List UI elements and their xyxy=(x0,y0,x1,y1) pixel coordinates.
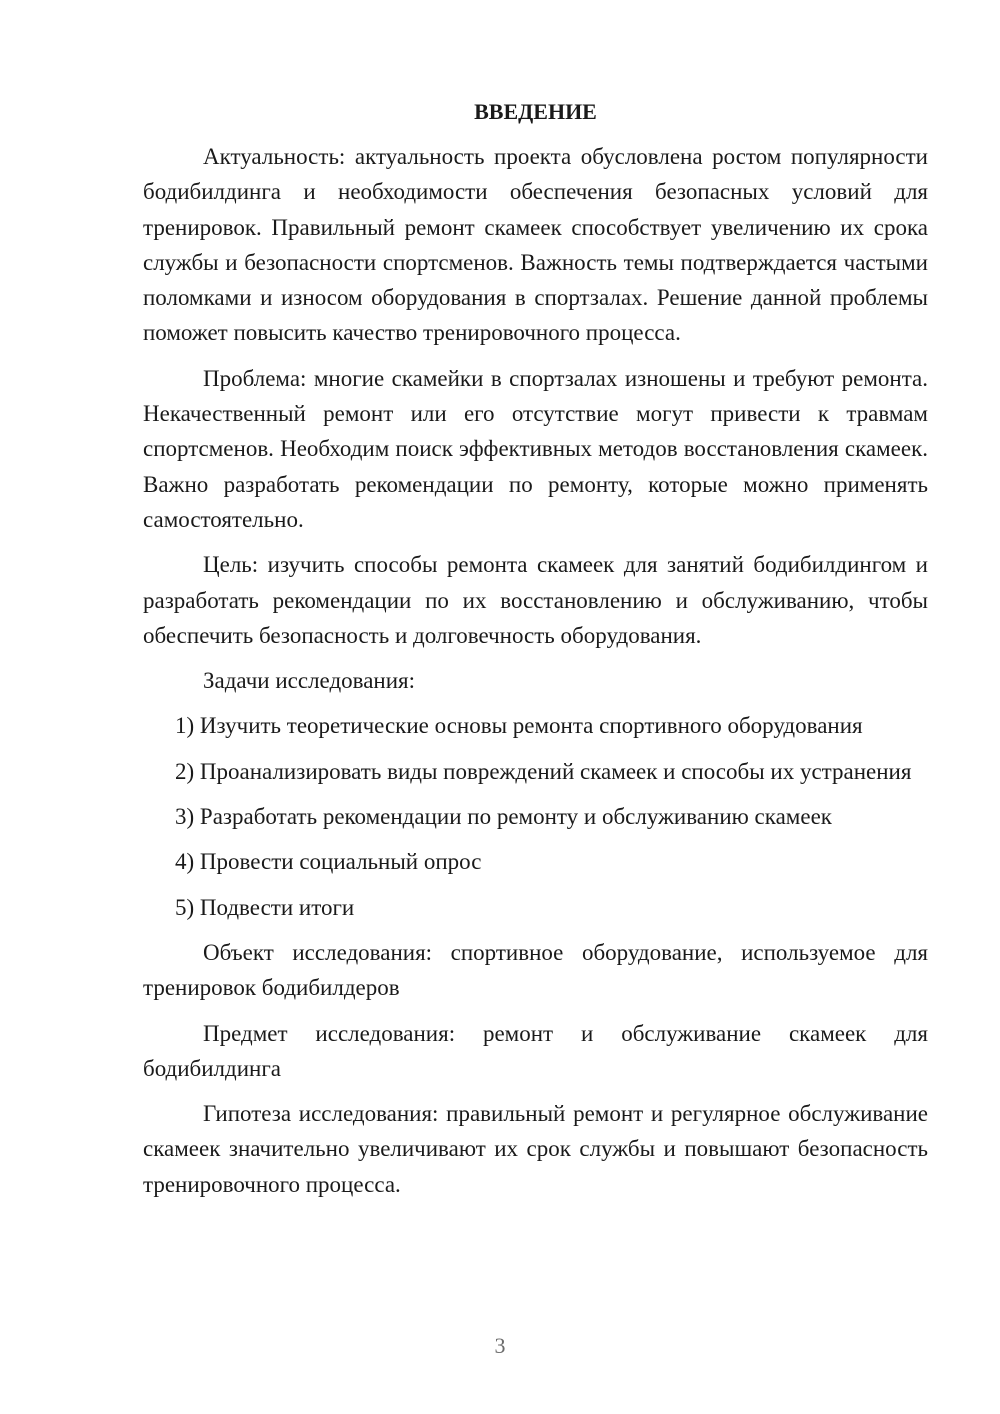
subject-paragraph: Предмет исследования: ремонт и обслуживание скамеек для бодибилдинга xyxy=(143,1020,928,1081)
problem-paragraph: Проблема: многие скамейки в спортзалах изношены и требуют ремонта. Некачественный ремонт или его отсутствие могут привести к травмам спортсменов. Необходим поиск эффективных методов восстановления скамеек. Важно разработать рекомендации по ремонту, которые можно применять самостоятельно. xyxy=(143,365,928,532)
task-item-2: 2) Проанализировать виды повреждений скамеек и способы их устранения xyxy=(175,758,912,784)
relevance-paragraph: Актуальность: актуальность проекта обусловлена ростом популярности бодибилдинга и необходимости обеспечения безопасных условий для тренировок. Правильный ремонт скамеек способствует увеличению их срока службы и безопасности спортсменов. Важность темы подтверждается частыми поломками и износом оборудования в спортзалах. Решение данной проблемы поможет повысить качество тренировочного процесса. xyxy=(143,144,928,346)
task-item-3: 3) Разработать рекомендации по ремонту и обслуживанию скамеек xyxy=(175,804,832,830)
task-item-5: 5) Подвести итоги xyxy=(175,894,355,920)
hypothesis-paragraph: Гипотеза исследования: правильный ремонт и регулярное обслуживание скамеек значительно увеличивают их срок службы и повышают безопасность тренировочного процесса. xyxy=(143,1101,928,1197)
page-title: ВВЕДЕНИЕ xyxy=(474,99,597,124)
task-item-4: 4) Провести социальный опрос xyxy=(175,849,482,875)
task-item-1: 1) Изучить теоретические основы ремонта спортивного оборудования xyxy=(175,713,863,739)
goal-paragraph: Цель: изучить способы ремонта скамеек для занятий бодибилдингом и разработать рекомендации по их восстановлению и обслуживанию, чтобы обеспечить безопасность и долговечность оборудования. xyxy=(143,552,928,648)
page-number: 3 xyxy=(494,1333,506,1358)
document-body xyxy=(143,94,928,1212)
object-paragraph: Объект исследования: спортивное оборудование, используемое для тренировок бодибилдеров xyxy=(143,939,928,1001)
tasks-heading: Задачи исследования: xyxy=(203,668,416,694)
